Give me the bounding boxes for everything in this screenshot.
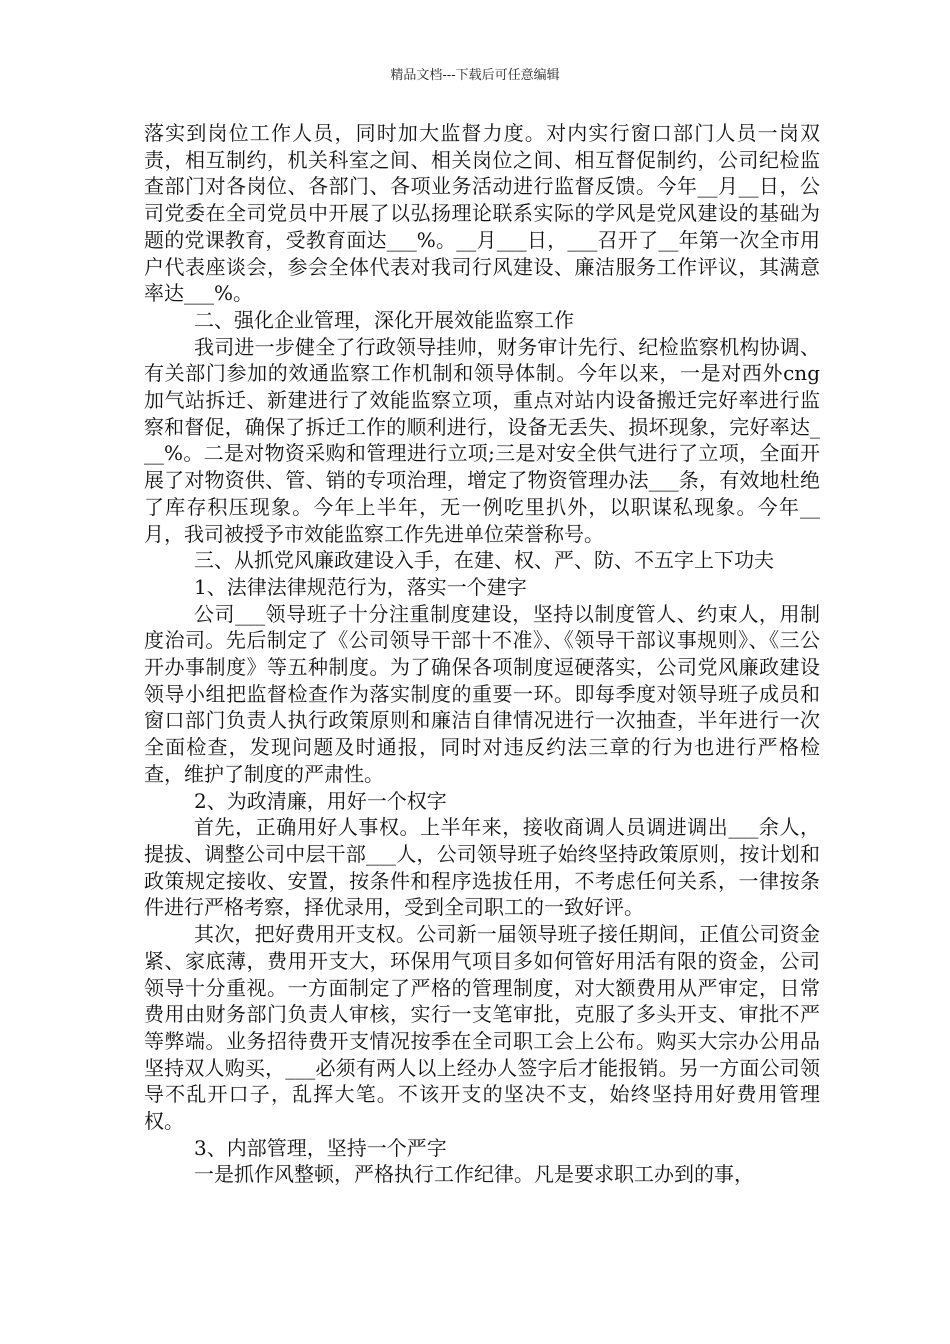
paragraph: 公司___领导班子十分注重制度建设，坚持以制度管人、约束人，用制度治司。先后制定了《公司领导干部十不准》、《领导干部议事规则》、《三公开办事制度》等五种制度。为了确保各项制度逗硬落实，公司党风廉政建设领导小组把监督检查作为落实制度的重要一环。即每季度对领导班子成员和窗口部门负责人执行政策原则和廉洁自律情况进行一次抽查，半年进行一次全面检查，发现问题及时通报，同时对违反约法三章的行为也进行严格检查，维护了制度的严肃性。 — [144, 601, 820, 786]
section-heading: 二、强化企业管理，深化开展效能监察工作 — [194, 307, 574, 332]
subsection-heading: 2、为政清廉，用好一个权字 — [194, 788, 447, 813]
section-heading: 三、从抓党风廉政建设入手，在建、权、严、防、不五字上下功夫 — [194, 548, 774, 573]
paragraph: 首先，正确用好人事权。上半年来，接收商调人员调进调出___余人，提拔、调整公司中层干部___人，公司领导班子始终坚持政策原则，按计划和政策规定接收、安置，按条件和程序选拔任用，不考虑任何关系，一律按条件进行严格考察，择优录用，受到全司职工的一致好评。 — [144, 815, 820, 920]
paragraph: 我司进一步健全了行政领导挂帅，财务审计先行、纪检监察机构协调、有关部门参加的效通监察工作机制和领导体制。今年以来，一是对西外cng加气站拆迁、新建进行了效能监察立项，重点对站内设备搬迁完好率进行监察和督促，确保了拆迁工作的顺利进行，设备无丢失、损坏现象，完好率达___%。二是对物资采购和管理进行立项;三是对安全供气进行了立项，全面开展了对物资供、管、销的专项治理，增定了物资管理办法___条，有效地杜绝了库存积压现象。今年上半年，无一例吃里扒外，以职谋私现象。今年__月，我司被授予市效能监察工作先进单位荣誉称号。 — [144, 334, 820, 546]
paragraph: 落实到岗位工作人员，同时加大监督力度。对内实行窗口部门人员一岗双责，相互制约，机关科室之间、相关岗位之间、相互督促制约，公司纪检监查部门对各岗位、各部门、各项业务活动进行监督反馈。今年__月__日，公司党委在全司党员中开展了以弘扬理论联系实际的学风是党风建设的基础为题的党课教育，受教育面达___%。__月___日，___召开了__年第一次全市用户代表座谈会，参会全体代表对我司行风建设、廉洁服务工作评议，其满意率达___%。 — [144, 121, 820, 306]
subsection-heading: 3、内部管理，坚持一个严字 — [194, 1135, 447, 1160]
page-header: 精品文档---下载后可任意编辑 — [390, 68, 560, 83]
paragraph: 其次，把好费用开支权。公司新一届领导班子接任期间，正值公司资金紧、家底薄，费用开支大，环保用气项目多如何管好用活有限的资金，公司领导十分重视。一方面制定了严格的管理制度，对大额费用从严审定，日常费用由财务部门负责人审核，实行一支笔审批，克服了多头开支、审批不严等弊端。业务招待费开支情况按季在全司职工会上公布。购买大宗办公用品坚持双人购买，___必须有两人以上经办人签字后才能报销。另一方面公司领导不乱开口子，乱挥大笔。不该开支的坚决不支，始终坚持用好费用管理权。 — [144, 922, 820, 1134]
paragraph: 一是抓作风整顿，严格执行工作纪律。凡是要求职工办到的事， — [194, 1162, 754, 1187]
document-body — [144, 120, 820, 1188]
subsection-heading: 1、法律法律规范行为，落实一个建字 — [194, 574, 527, 599]
